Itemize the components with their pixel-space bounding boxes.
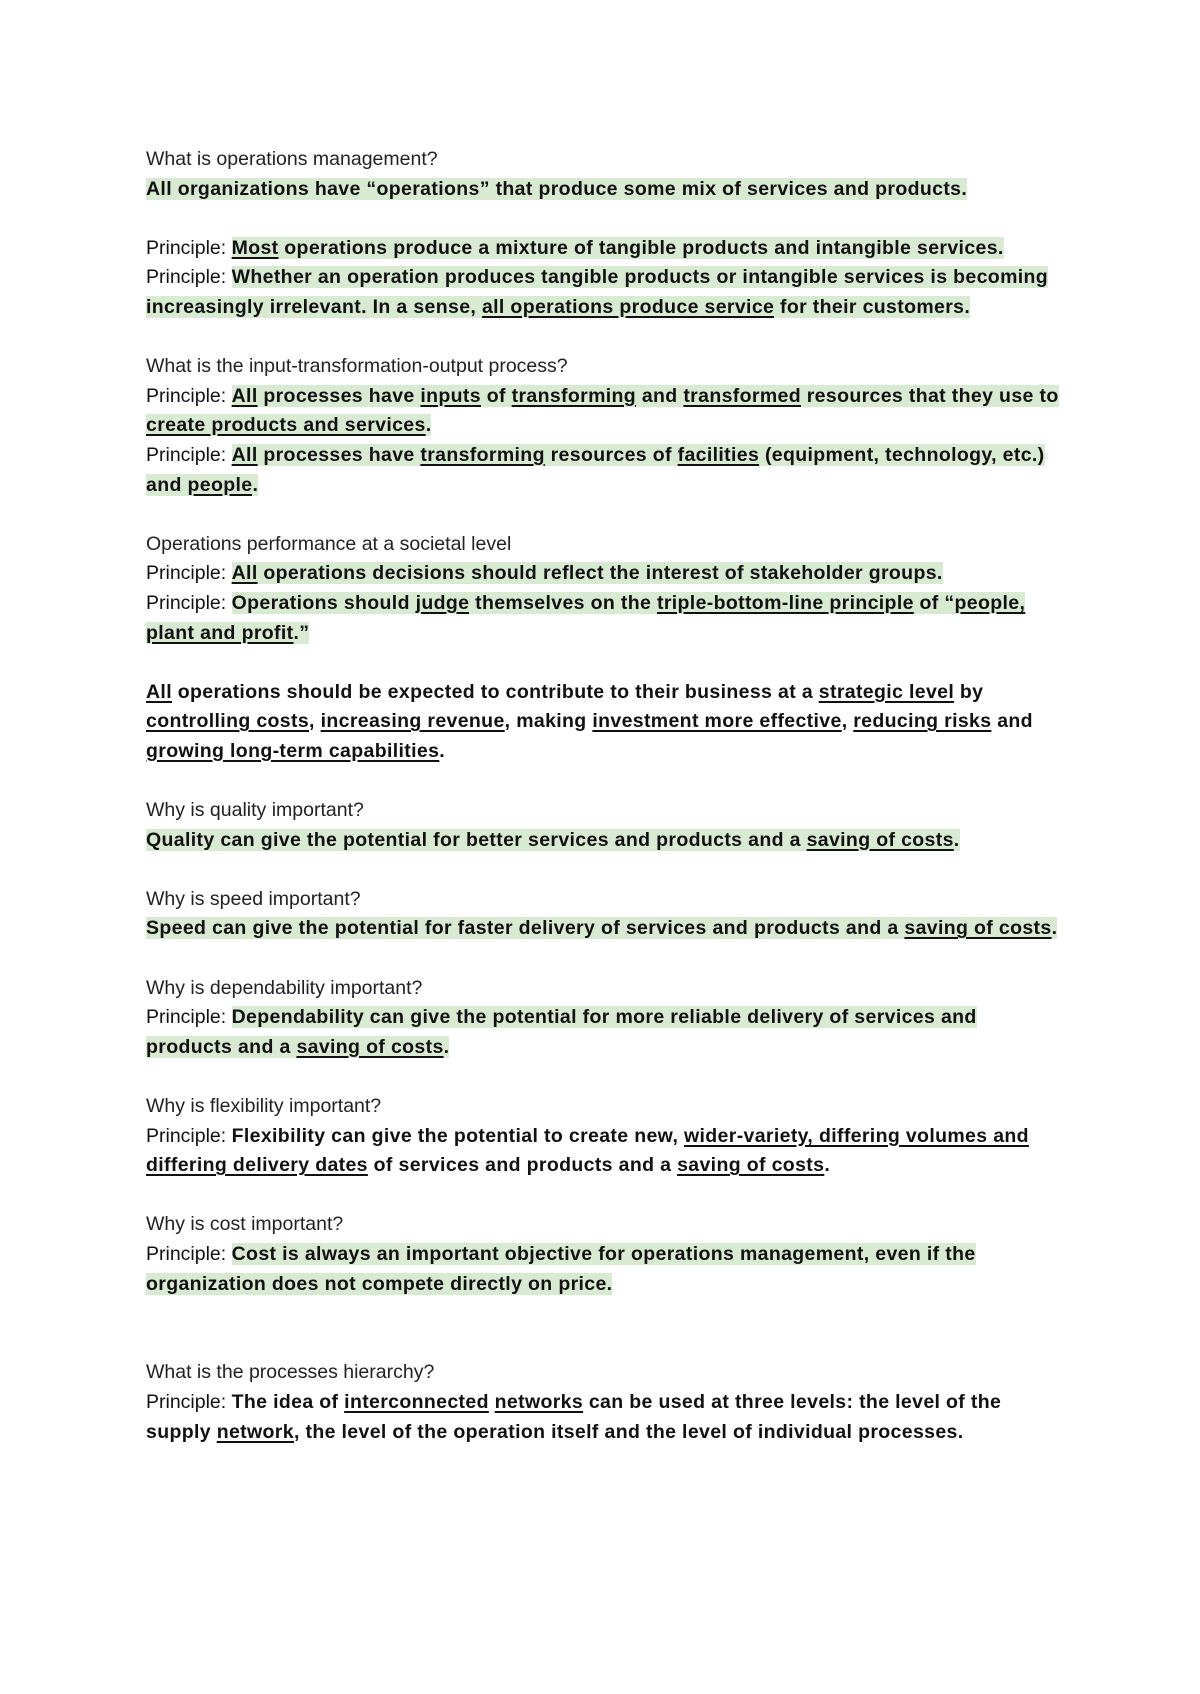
question-text: Operations performance at a societal level	[146, 532, 512, 555]
emphasized-term: judge	[415, 591, 470, 614]
paragraph-spacer	[146, 323, 1066, 353]
principle-text: The idea of	[231, 1390, 345, 1413]
principle-label: Principle:	[146, 1242, 232, 1265]
principle-label: Principle:	[146, 1124, 232, 1147]
principle-text: of “	[913, 591, 955, 614]
principle-text: .	[425, 414, 432, 437]
principle-text: .	[252, 473, 259, 496]
emphasized-term: all operations produce service	[481, 295, 775, 318]
principle-text: Dependability can give the potential for more reliable delivery of services and products and a	[146, 1006, 977, 1058]
principle-text: , the level of the operation itself and the level of individual processes.	[293, 1420, 964, 1443]
principle-text: resources of	[544, 443, 678, 466]
paragraph-spacer	[146, 1062, 1066, 1092]
principle-text: resources that they use to	[800, 384, 1059, 407]
question-text: What is operations management?	[146, 148, 438, 170]
question-text: Why is flexibility important?	[146, 1095, 382, 1117]
emphasized-term: controlling costs	[146, 710, 310, 733]
principle-text: processes have	[257, 443, 421, 466]
principle-text: Whether an operation produces tangible products or intangible services is becoming increasingly irrelevant. In a sense,	[146, 266, 1049, 318]
principle-text: Quality can give the potential for better services and products and a	[146, 828, 807, 851]
principle-text: of services and products and a	[367, 1154, 678, 1177]
emphasized-term: All	[146, 680, 172, 703]
principle-label: Principle:	[146, 266, 232, 289]
principle-paragraph	[146, 1003, 1066, 1062]
emphasized-term: network	[216, 1420, 294, 1443]
emphasized-term: growing long-term capabilities	[146, 739, 440, 762]
emphasized-term: transforming	[511, 384, 637, 407]
emphasized-term: create products and services	[146, 414, 426, 437]
principle-text: for their customers.	[774, 295, 971, 318]
principle-text: .”	[293, 621, 310, 644]
question-heading	[146, 1210, 1066, 1240]
principle-text: ,	[841, 710, 854, 733]
principle-text: of	[480, 384, 512, 407]
emphasized-term: networks	[494, 1390, 584, 1413]
emphasized-term: people	[187, 473, 253, 496]
principle-paragraph	[146, 1388, 1066, 1447]
question-text: What is the input-transformation-output process?	[146, 355, 568, 378]
paragraph-spacer	[146, 648, 1066, 678]
principle-paragraph	[146, 1122, 1066, 1181]
emphasized-term: wider-variety, differing volumes and differing delivery dates	[146, 1124, 1029, 1177]
principle-text: (equipment, technology, etc.) and	[146, 443, 1045, 496]
question-heading	[146, 974, 1066, 1004]
emphasized-term: triple-bottom-line principle	[656, 591, 914, 614]
principle-label: Principle:	[146, 443, 232, 466]
emphasized-term: saving of costs	[296, 1035, 444, 1058]
emphasized-term: strategic level	[818, 680, 955, 703]
principle-paragraph	[146, 382, 1066, 441]
principle-text: Flexibility can give the potential to create new,	[231, 1124, 685, 1147]
emphasized-term: inputs	[420, 384, 481, 407]
principle-text: operations produce a mixture of tangible products and intangible services.	[278, 236, 1004, 259]
paragraph-spacer	[146, 1181, 1066, 1211]
principle-label: Principle:	[146, 384, 232, 407]
principle-paragraph	[146, 1240, 1066, 1299]
emphasized-term: saving of costs	[806, 828, 954, 851]
emphasized-term: investment more effective	[592, 710, 842, 733]
paragraph-spacer	[146, 1299, 1066, 1358]
question-heading	[146, 796, 1066, 826]
principle-text: All organizations have “operations” that produce some mix of services and products.	[146, 177, 968, 200]
question-text: Why is cost important?	[146, 1213, 344, 1236]
question-heading	[146, 1358, 1066, 1388]
question-heading	[146, 352, 1066, 382]
paragraph-spacer	[146, 855, 1066, 885]
principle-label: Principle:	[146, 591, 232, 614]
emphasized-term: Most	[231, 236, 279, 259]
principle-paragraph	[146, 589, 1066, 648]
principle-text: Operations should	[231, 591, 416, 614]
principle-paragraph	[146, 914, 1066, 944]
emphasized-term: interconnected	[344, 1390, 489, 1413]
emphasized-term: All	[231, 562, 258, 585]
emphasized-term: people, plant and profit	[146, 591, 1026, 644]
question-heading	[146, 885, 1066, 915]
emphasized-term: transformed	[683, 384, 801, 407]
question-text: What is the processes hierarchy?	[146, 1361, 435, 1384]
emphasized-term: increasing revenue	[320, 710, 505, 733]
emphasized-term: saving of costs	[904, 917, 1052, 940]
principle-text: by	[954, 680, 984, 703]
paragraph-spacer	[146, 944, 1066, 974]
emphasized-term: saving of costs	[677, 1154, 825, 1177]
principle-text: .	[824, 1154, 831, 1177]
principle-paragraph	[146, 678, 1066, 767]
principle-text: Cost is always an important objective for operations management, even if the organization does not compete directly on price.	[146, 1242, 976, 1295]
principle-text: Speed can give the potential for faster delivery of services and products and a	[146, 917, 905, 940]
principle-text: and	[636, 384, 684, 407]
principle-paragraph	[146, 441, 1066, 500]
principle-paragraph	[146, 263, 1066, 322]
question-heading	[146, 145, 1066, 175]
emphasized-term: All	[231, 384, 258, 407]
question-text: Why is speed important?	[146, 887, 361, 910]
principle-label: Principle:	[146, 236, 232, 259]
principle-text: can be used at three levels: the level of the supply	[146, 1390, 1002, 1443]
principle-paragraph	[146, 826, 1066, 856]
document-page	[146, 145, 1066, 1447]
principle-text: .	[1051, 917, 1058, 940]
principle-label: Principle:	[146, 1390, 232, 1413]
principle-text: operations should be expected to contribute to their business at a	[171, 680, 819, 703]
principle-paragraph	[146, 559, 1066, 589]
principle-label: Principle:	[146, 1006, 232, 1029]
principle-label: Principle:	[146, 562, 232, 585]
emphasized-term: transforming	[420, 443, 545, 466]
principle-paragraph	[146, 175, 1066, 205]
principle-text: and	[991, 710, 1033, 733]
emphasized-term: All	[231, 443, 258, 466]
principle-text: operations decisions should reflect the interest of stakeholder groups.	[257, 562, 943, 585]
principle-text: ,	[309, 710, 321, 733]
principle-text: .	[953, 828, 960, 851]
emphasized-term: facilities	[677, 443, 760, 466]
paragraph-spacer	[146, 204, 1066, 234]
principle-text: , making	[504, 710, 593, 733]
principle-paragraph	[146, 234, 1066, 264]
paragraph-spacer	[146, 766, 1066, 796]
principle-text: .	[443, 1035, 450, 1058]
principle-text: .	[439, 739, 446, 762]
question-heading	[146, 1092, 1066, 1122]
question-text: Why is quality important?	[146, 799, 364, 822]
principle-text: processes have	[257, 384, 421, 407]
principle-text: themselves on the	[469, 591, 657, 614]
paragraph-spacer	[146, 500, 1066, 530]
question-text: Why is dependability important?	[146, 976, 423, 999]
emphasized-term: reducing risks	[853, 710, 992, 733]
question-heading	[146, 530, 1066, 560]
